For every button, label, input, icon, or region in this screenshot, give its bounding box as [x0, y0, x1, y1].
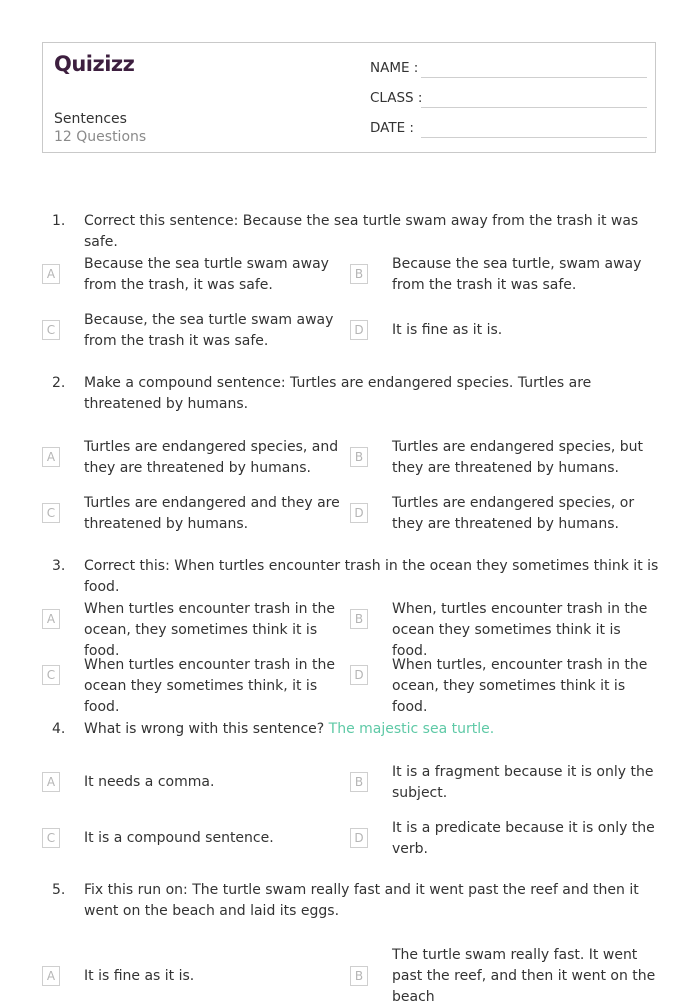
option-text: It is a fragment because it is only the subject.	[392, 764, 654, 801]
option-letter-box: B	[350, 966, 368, 986]
option-text: It is fine as it is.	[392, 322, 503, 338]
option-text: Turtles are endangered species, and they are threatened by humans.	[84, 439, 339, 476]
option-text: Because the sea turtle swam away from the trash, it was safe.	[84, 256, 329, 293]
question-number: 2.	[52, 375, 66, 391]
quizizz-logo: Quizizz	[54, 52, 135, 76]
option-letter-box: C	[42, 503, 60, 523]
option-letter-box: A	[42, 447, 60, 467]
option-letter-box: A	[42, 609, 60, 629]
question-number: 4.	[52, 721, 66, 737]
question-number: 3.	[52, 558, 66, 574]
option-text: Because, the sea turtle swam away from the trash it was safe.	[84, 312, 334, 349]
date-label: DATE :	[370, 120, 414, 136]
option-letter-box: D	[350, 828, 368, 848]
option-letter-box: B	[350, 609, 368, 629]
question-text: Correct this: When turtles encounter trash in the ocean they sometimes think it is food.	[84, 558, 659, 595]
option-text: It is a compound sentence.	[84, 830, 274, 846]
option-letter-box: D	[350, 320, 368, 340]
question-text: Correct this sentence: Because the sea turtle swam away from the trash it was safe.	[84, 213, 639, 250]
option-text: When turtles, encounter trash in the ocean, they sometimes think it is food.	[392, 657, 648, 715]
date-field	[370, 120, 414, 136]
class-line	[421, 107, 647, 108]
class-label: CLASS :	[370, 90, 423, 106]
option-letter-box: B	[350, 772, 368, 792]
option-text: It needs a comma.	[84, 774, 215, 790]
option-text: When turtles encounter trash in the ocean they sometimes think, it is food.	[84, 657, 335, 715]
option-text: The turtle swam really fast. It went past the reef, and then it went on the beach	[392, 947, 656, 1005]
worksheet-title: Sentences	[54, 111, 127, 127]
date-line	[421, 137, 647, 138]
option-letter-box: B	[350, 447, 368, 467]
worksheet-header	[42, 42, 656, 153]
name-label: NAME :	[370, 60, 419, 76]
question-text: Fix this run on: The turtle swam really fast and it went past the reef and then it went on the beach and laid its eggs.	[84, 882, 639, 919]
option-text: Turtles are endangered species, but they are threatened by humans.	[392, 439, 644, 476]
option-letter-box: D	[350, 503, 368, 523]
option-text: Because the sea turtle, swam away from the trash it was safe.	[392, 256, 642, 293]
option-letter-box: C	[42, 320, 60, 340]
option-text: It is fine as it is.	[84, 968, 195, 984]
option-letter-box: C	[42, 828, 60, 848]
option-letter-box: A	[42, 264, 60, 284]
option-letter-box: B	[350, 264, 368, 284]
option-text: When turtles encounter trash in the ocean, they sometimes think it is food.	[84, 601, 335, 659]
question-count: 12 Questions	[54, 129, 147, 145]
option-letter-box: A	[42, 772, 60, 792]
option-text: When, turtles encounter trash in the ocean they sometimes think it is food.	[392, 601, 648, 659]
highlighted-sentence: The majestic sea turtle.	[328, 721, 495, 737]
question-text: Make a compound sentence: Turtles are endangered species. Turtles are threatened by humans.	[84, 375, 592, 412]
option-text: Turtles are endangered species, or they are threatened by humans.	[392, 495, 635, 532]
option-letter-box: C	[42, 665, 60, 685]
option-letter-box: A	[42, 966, 60, 986]
option-letter-box: D	[350, 665, 368, 685]
question-number: 5.	[52, 882, 66, 898]
option-text: Turtles are endangered and they are threatened by humans.	[84, 495, 340, 532]
name-field	[370, 60, 418, 76]
question-number: 1.	[52, 213, 66, 229]
question-text	[84, 719, 659, 740]
question-prompt: What is wrong with this sentence?	[84, 721, 325, 737]
option-text: It is a predicate because it is only the verb.	[392, 820, 655, 857]
name-line	[421, 77, 647, 78]
class-field	[370, 90, 422, 106]
